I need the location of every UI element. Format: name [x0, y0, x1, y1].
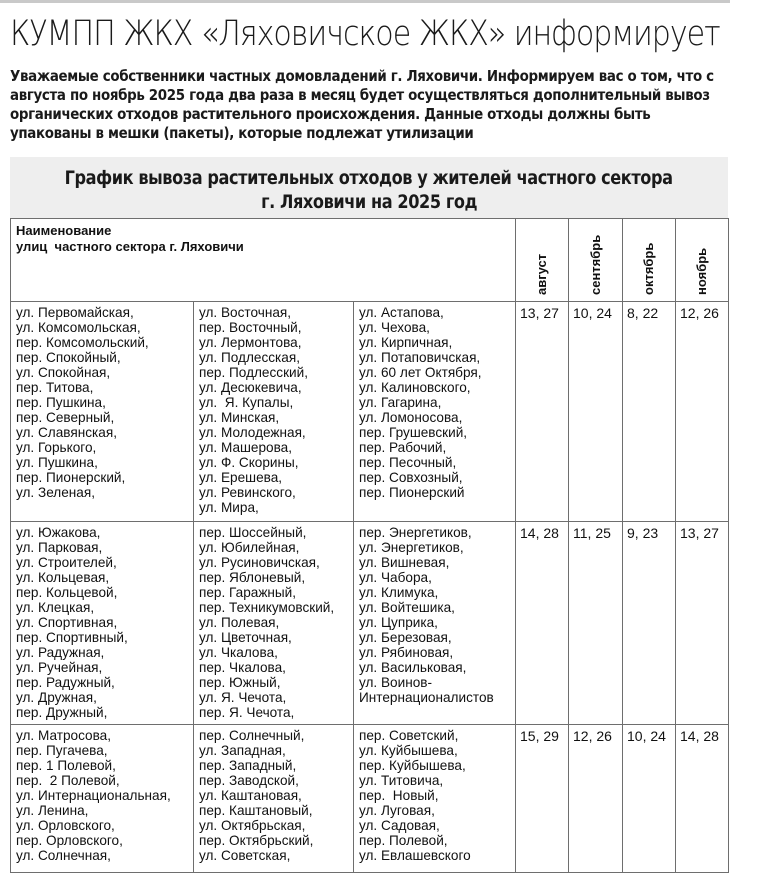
street-name: ул. Восточная,	[199, 305, 292, 320]
street-name: пер. Спокойный,	[16, 350, 121, 365]
pickup-dates-september: 12, 26	[569, 725, 623, 873]
street-name: ул. Зеленая,	[16, 485, 96, 500]
street-name: ул. Ручейная,	[16, 660, 103, 675]
street-name: ул. Ф. Скорины,	[199, 455, 299, 470]
street-names-header	[11, 219, 516, 302]
street-name: пер. Новый,	[359, 788, 439, 803]
street-name: ул. Подлесская,	[199, 350, 300, 365]
pickup-dates-november: 13, 27	[676, 522, 729, 725]
street-name: ул. Русиновичская,	[199, 555, 320, 570]
street-name: ул. Каштановая,	[199, 788, 302, 803]
street-name: пер. Гаражный,	[199, 585, 297, 600]
street-name: пер. Грушевский,	[359, 425, 468, 440]
street-name: пер. Песочный,	[359, 455, 457, 470]
street-name: пер. Техникумовский,	[199, 600, 335, 615]
street-name: ул. Рябиновая,	[359, 645, 454, 660]
street-list-cell	[194, 302, 354, 522]
street-name: ул. Ломоносова,	[359, 410, 463, 425]
street-name: ул. Западная,	[199, 743, 286, 758]
street-name: ул. 60 лет Октября,	[359, 365, 482, 380]
street-name: пер. Советский,	[359, 728, 459, 743]
month-label: октябрь	[641, 242, 656, 295]
street-name: ул. Чкалова,	[199, 645, 278, 660]
street-name: ул. Ревинского,	[199, 485, 296, 500]
street-name: пер. Подлесский,	[199, 365, 308, 380]
street-name: ул. Клецкая,	[16, 600, 95, 615]
street-name: пер. Спортивный,	[16, 630, 128, 645]
table-row	[11, 522, 729, 725]
street-name: ул. Первомайская,	[16, 305, 134, 320]
street-name: ул. Радужная,	[16, 645, 105, 660]
street-name: пер. Заводской,	[199, 773, 299, 788]
street-name: пер. Северный,	[16, 410, 115, 425]
street-name: пер. Радужный,	[16, 675, 115, 690]
street-name: Интернационалистов	[359, 690, 494, 705]
schedule-title-line2: г. Ляховичи на 2025 год	[260, 191, 478, 213]
pickup-dates-october: 10, 24	[623, 725, 676, 873]
street-name: пер. Пушкина,	[16, 395, 106, 410]
street-name: ул. Я. Купалы,	[199, 395, 294, 410]
street-name: пер. Пугачева,	[16, 743, 108, 758]
street-name: ул. Лермонтова,	[199, 335, 302, 350]
street-name: ул. Славянская,	[16, 425, 117, 440]
street-name: пер. Совхозный,	[359, 470, 463, 485]
street-name: ул. Октябрьская,	[199, 818, 306, 833]
top-rule	[0, 0, 730, 3]
street-names-header-line2: улиц частного сектора г. Ляховичи	[16, 239, 244, 254]
street-name: ул. Куйбышева,	[359, 743, 458, 758]
street-name: пер. Яблоневый,	[199, 570, 306, 585]
street-name: пер. 1 Полевой,	[16, 758, 116, 773]
month-header-november	[676, 219, 729, 302]
street-list-cell	[11, 725, 194, 873]
pickup-dates-september: 10, 24	[569, 302, 623, 522]
street-name: пер. Октябрьский,	[199, 833, 314, 848]
street-name: пер. Куйбышева,	[359, 758, 466, 773]
street-name: ул. Орловского,	[16, 818, 115, 833]
street-name: пер. Чкалова,	[199, 660, 286, 675]
street-name: ул. Цветочная,	[199, 630, 292, 645]
street-name: ул. Мира,	[199, 500, 259, 515]
street-name: пер. Пионерский	[359, 485, 465, 500]
street-name: пер. Я. Чечота,	[199, 705, 295, 720]
street-name: ул. Кольцевая,	[16, 570, 110, 585]
street-name: пер. Пионерский,	[16, 470, 126, 485]
street-name: ул. Советская,	[199, 848, 291, 863]
street-name: пер. Шоссейный,	[199, 525, 307, 540]
street-name: пер. Дружный,	[16, 705, 108, 720]
street-name: ул. Спортивная,	[16, 615, 118, 630]
street-name: ул. Астапова,	[359, 305, 444, 320]
street-names-header-line1: Наименование	[16, 223, 112, 238]
street-name: пер. Южный,	[199, 675, 281, 690]
street-name: ул. Десюкевича,	[199, 380, 302, 395]
pickup-dates-october: 8, 22	[623, 302, 676, 522]
street-name: пер. Энергетиков,	[359, 525, 472, 540]
street-name: ул. Южакова,	[16, 525, 101, 540]
street-name: ул. Климука,	[359, 585, 439, 600]
street-name: ул. Чехова,	[359, 320, 430, 335]
street-name: ул. Пушкина,	[16, 455, 98, 470]
street-name: ул. Гагарина,	[359, 395, 442, 410]
street-name: ул. Горького,	[16, 440, 97, 455]
pickup-dates-november: 12, 26	[676, 302, 729, 522]
schedule-title-line1: График вывоза растительных отходов у жителей частного сектора	[65, 167, 673, 189]
street-name: ул. Молодежная,	[199, 425, 306, 440]
street-name: ул. Титовича,	[359, 773, 444, 788]
pickup-dates-november: 14, 28	[676, 725, 729, 873]
street-list-cell	[354, 302, 516, 522]
schedule-table	[10, 218, 729, 873]
street-name: ул. Юбилейная,	[199, 540, 300, 555]
street-list-cell	[194, 725, 354, 873]
street-name: ул. Я. Чечота,	[199, 690, 287, 705]
street-name: ул. Вишневая,	[359, 555, 450, 570]
month-header-august	[516, 219, 569, 302]
street-name: ул. Дружная,	[16, 690, 97, 705]
street-name: ул. Садовая,	[359, 818, 440, 833]
street-name: ул. Потаповичская,	[359, 350, 481, 365]
street-name: ул. Ленина,	[16, 803, 89, 818]
street-name: ул. Минская,	[199, 410, 280, 425]
month-label: август	[534, 253, 549, 295]
street-name: ул. Комсомольская,	[16, 320, 141, 335]
month-label: ноябрь	[694, 247, 709, 295]
street-name: пер. Каштановый,	[199, 803, 313, 818]
street-name: ул. Интернациональная,	[16, 788, 171, 803]
street-name: пер. Рабочий,	[359, 440, 447, 455]
schedule-title	[10, 166, 728, 214]
month-header-september	[569, 219, 623, 302]
street-name: ул. Матросова,	[16, 728, 111, 743]
street-name: пер. Полевой,	[359, 833, 448, 848]
street-name: ул. Цуприка,	[359, 615, 438, 630]
street-name: ул. Кирпичная,	[359, 335, 453, 350]
schedule-title-band	[10, 157, 728, 219]
street-name: пер. Титова,	[16, 380, 94, 395]
street-name: ул. Войтешика,	[359, 600, 455, 615]
street-name: ул. Чабора,	[359, 570, 432, 585]
street-name: ул. Полевая,	[199, 615, 280, 630]
street-name: ул. Луговая,	[359, 803, 435, 818]
street-name: пер. 2 Полевой,	[16, 773, 120, 788]
street-list-cell	[11, 522, 194, 725]
street-name: пер. Комсомольский,	[16, 335, 149, 350]
pickup-dates-august: 15, 29	[516, 725, 569, 873]
month-header-october	[623, 219, 676, 302]
intro-paragraph: Уважаемые собственники частных домовладений г. Ляховичи. Информируем вас о том, что с августа по ноябрь 2025 года два раза в месяц будет осуществляться дополнительный вывоз органических отходов растительного происхождения. Данные отходы должны быть упакованы в мешки (пакеты), которые подлежат утилизации	[10, 67, 714, 142]
street-list-cell	[194, 522, 354, 725]
table-row	[11, 302, 729, 522]
pickup-dates-august: 13, 27	[516, 302, 569, 522]
street-name: пер. Солнечный,	[199, 728, 305, 743]
street-name: ул. Ерешева,	[199, 470, 283, 485]
street-list-cell	[11, 302, 194, 522]
street-name: ул. Васильковая,	[359, 660, 467, 675]
street-name: ул. Энергетиков,	[359, 540, 464, 555]
street-name: ул. Воинов-	[359, 675, 433, 690]
pickup-dates-september: 11, 25	[569, 522, 623, 725]
street-name: ул. Парковая,	[16, 540, 103, 555]
street-name: ул. Солнечная,	[16, 848, 111, 863]
header-row	[11, 219, 729, 302]
month-label: сентябрь	[587, 234, 603, 295]
street-name: ул. Машерова,	[199, 440, 293, 455]
table-row	[11, 725, 729, 873]
pickup-dates-october: 9, 23	[623, 522, 676, 725]
pickup-dates-august: 14, 28	[516, 522, 569, 725]
street-name: ул. Спокойная,	[16, 365, 111, 380]
street-name: пер. Восточный,	[199, 320, 302, 335]
street-name: пер. Западный,	[199, 758, 297, 773]
street-list-cell	[354, 522, 516, 725]
street-name: пер. Кольцевой,	[16, 585, 118, 600]
street-name: ул. Березовая,	[359, 630, 452, 645]
street-name: пер. Орловского,	[16, 833, 123, 848]
street-name: ул. Строителей,	[16, 555, 117, 570]
street-list-cell	[354, 725, 516, 873]
street-name: ул. Калиновского,	[359, 380, 471, 395]
page-headline: КУМПП ЖКХ «Ляховичское ЖКХ» информирует	[10, 14, 720, 54]
street-name: ул. Евлашевского	[359, 848, 471, 863]
